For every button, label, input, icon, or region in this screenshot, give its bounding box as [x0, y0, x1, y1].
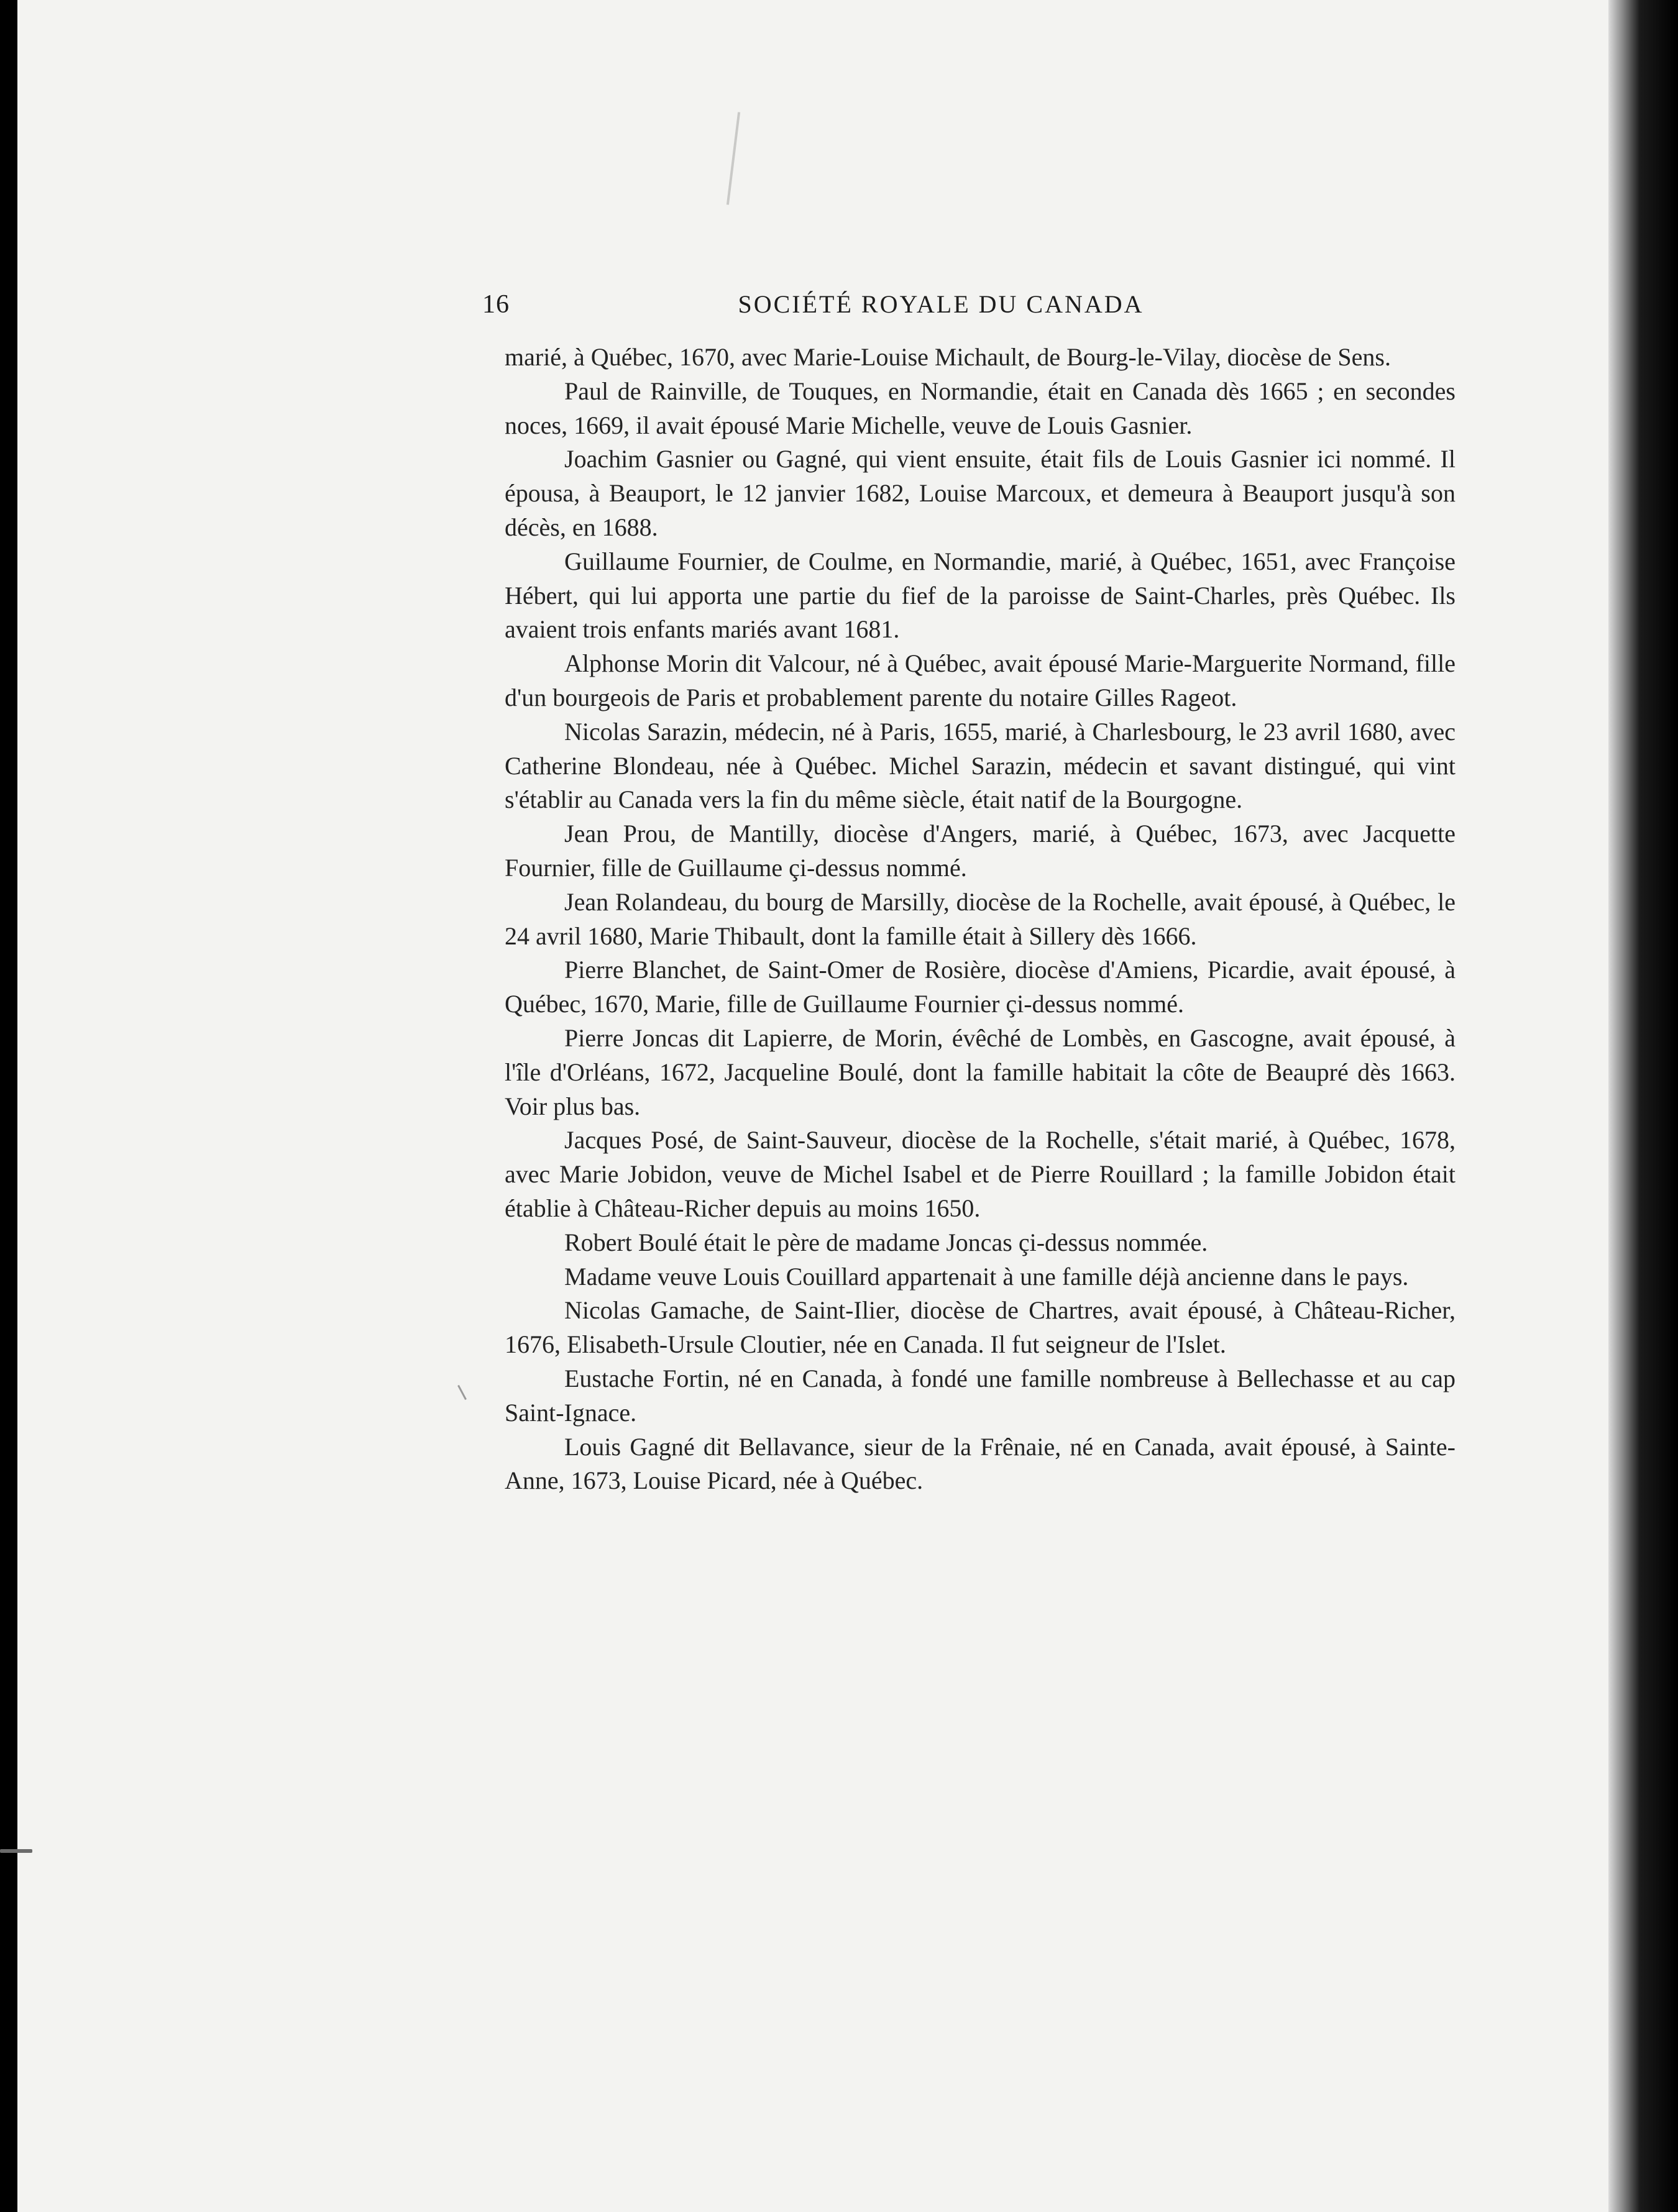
paragraph-7: Jean Prou, de Mantilly, diocèse d'Angers, marié, à Québec, 1673, avec Jacquette Fournier, fille de Guillaume çi-dessus nommé.: [505, 820, 1456, 882]
paragraph-9: Pierre Blanchet, de Saint-Omer de Rosière, diocèse d'Amiens, Picardie, avait épousé, à Québec, 1670, Marie, fille de Guillaume Fournier çi-dessus nommé.: [505, 956, 1456, 1018]
paragraph-5: Alphonse Morin dit Valcour, né à Québec, avait épousé Marie-Marguerite Normand, fille d'un bourgeois de Paris et probablement parente du notaire Gilles Rageot.: [505, 649, 1456, 711]
paragraph-1: marié, à Québec, 1670, avec Marie-Louise Michault, de Bourg-le-Vilay, diocèse de Sens.: [505, 343, 1391, 371]
paragraph-15: Eustache Fortin, né en Canada, à fondé une famille nombreuse à Bellechasse et au cap Saint-Ignace.: [505, 1364, 1456, 1427]
page-edge-shadow: [1608, 0, 1678, 2212]
paragraph-12: Robert Boulé était le père de madame Joncas çi-dessus nommée.: [564, 1228, 1208, 1256]
scan-artifact-left-mark: [0, 1849, 32, 1853]
paragraph-3: Joachim Gasnier ou Gagné, qui vient ensuite, était fils de Louis Gasnier ici nommé. Il épousa, à Beauport, le 12 janvier 1682, Louise Marcoux, et demeura à Beauport jusqu'à son décès, en 1688.: [505, 445, 1456, 541]
page-number: 16: [482, 290, 510, 319]
paragraph-11: Jacques Posé, de Saint-Sauveur, diocèse de la Rochelle, s'était marié, à Québec, 1678, avec Marie Jobidon, veuve de Michel Isabel et de Pierre Rouillard ; la famille Jobidon était établie à Château-Richer depuis au moins 1650.: [505, 1126, 1456, 1222]
paragraph-16: Louis Gagné dit Bellavance, sieur de la Frênaie, né en Canada, avait épousé, à Sainte-Anne, 1673, Louise Picard, née à Québec.: [505, 1432, 1456, 1495]
paragraph-4: Guillaume Fournier, de Coulme, en Normandie, marié, à Québec, 1651, avec Françoise Hébert, qui lui apporta une partie du fief de la paroisse de Saint-Charles, près Québec. Ils avaient trois enfants mariés avant 1681.: [505, 547, 1456, 644]
running-title: SOCIÉTÉ ROYALE DU CANADA: [738, 290, 1144, 318]
paragraph-14: Nicolas Gamache, de Saint-Ilier, diocèse de Chartres, avait épousé, à Château-Richer, 1676, Elisabeth-Ursule Cloutier, née en Canada. Il fut seigneur de l'Islet.: [505, 1296, 1456, 1359]
paragraph-6: Nicolas Sarazin, médecin, né à Paris, 1655, marié, à Charlesbourg, le 23 avril 1680, avec Catherine Blondeau, née à Québec. Michel Sarazin, médecin et savant distingué, qui vint s'établir au Canada vers la fin du même siècle, était natif de la Bourgogne.: [505, 717, 1456, 814]
paragraph-8: Jean Rolandeau, du bourg de Marsilly, diocèse de la Rochelle, avait épousé, à Québec, le 24 avril 1680, Marie Thibault, dont la famille était à Sillery dès 1666.: [505, 887, 1456, 950]
body-text: [505, 340, 1456, 1498]
page-header: [482, 290, 1400, 327]
paragraph-2: Paul de Rainville, de Touques, en Normandie, était en Canada dès 1665 ; en secondes noces, 1669, il avait épousé Marie Michelle, veuve de Louis Gasnier.: [505, 377, 1456, 439]
paragraph-13: Madame veuve Louis Couillard appartenait à une famille déjà ancienne dans le pays.: [564, 1262, 1409, 1291]
paragraph-10: Pierre Joncas dit Lapierre, de Morin, évêché de Lombès, en Gascogne, avait épousé, à l'île d'Orléans, 1672, Jacqueline Boulé, dont la famille habitait la côte de Beaupré dès 1663. Voir plus bas.: [505, 1023, 1456, 1120]
